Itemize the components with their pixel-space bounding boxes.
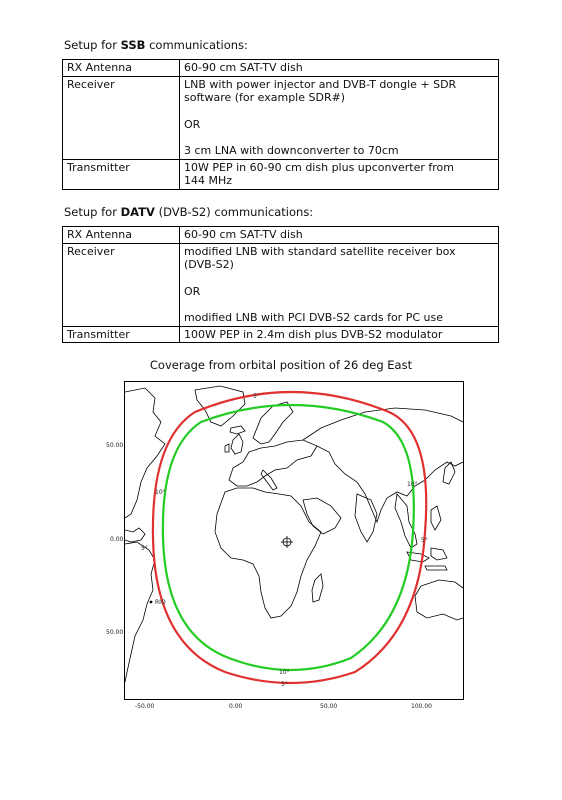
arabia-outline	[303, 498, 341, 534]
ssb-heading-pre: Setup for	[64, 38, 121, 52]
cell-line: modified LNB with PCI DVB-S2 cards for PC use	[184, 311, 443, 324]
cell-line: OR	[184, 284, 201, 298]
cell-line: 144 MHz	[184, 174, 233, 187]
contour-label-outer: 5°	[253, 393, 260, 400]
cell-line: (DVB-S2)	[184, 258, 234, 271]
table-row	[63, 159, 499, 189]
ssb-table	[62, 59, 499, 190]
ssb-row-key: Transmitter	[63, 159, 180, 189]
australia-outline	[415, 580, 463, 620]
coverage-map-svg	[125, 382, 463, 699]
datv-table	[62, 226, 499, 343]
table-row	[63, 227, 499, 244]
datv-row-key: RX Antenna	[63, 227, 180, 244]
coverage-caption: Coverage from orbital position of 26 deg East	[149, 358, 413, 372]
cell-line: LNB with power injector and DVB-T dongle + SDR	[184, 77, 457, 91]
contour-label-inner: 10°	[279, 669, 290, 676]
table-row	[63, 60, 499, 77]
datv-row-value	[180, 326, 499, 343]
datv-heading-bold: DATV	[120, 205, 155, 219]
contour-label-inner: 10°	[155, 489, 166, 496]
contour-label-outer: 5°	[141, 545, 148, 552]
cell-line: 3 cm LNA with downconverter to 70cm	[184, 144, 399, 157]
datv-row-key: Transmitter	[63, 326, 180, 343]
cell-line: 60-90 cm SAT-TV dish	[184, 61, 303, 74]
scandinavia-outline	[253, 402, 293, 444]
datv-heading-post: (DVB-S2) communications:	[154, 205, 314, 219]
ssb-heading-bold: SSB	[120, 38, 146, 52]
caribbean-outline	[125, 528, 145, 542]
greenland-outline	[195, 386, 245, 426]
british-isles-outline	[225, 434, 243, 454]
contour-5deg	[153, 392, 426, 683]
madagascar-outline	[312, 574, 323, 602]
datv-heading-pre: Setup for	[64, 205, 121, 219]
ssb-row-value	[180, 76, 499, 159]
rio-label: RIO	[155, 599, 166, 606]
datv-row-key: Receiver	[63, 243, 180, 326]
contour-label-outer: 5°	[281, 681, 288, 688]
cell-line: 100W PEP in 2.4m dish plus DVB-S2 modulator	[184, 327, 443, 341]
cell-line: software (for example SDR#)	[184, 91, 346, 104]
ssb-heading-post: communications:	[145, 38, 248, 52]
contour-10deg	[163, 405, 414, 670]
north-america-outline	[125, 388, 165, 518]
ssb-row-key: Receiver	[63, 76, 180, 159]
datv-heading	[64, 205, 313, 219]
india-outline	[355, 494, 377, 542]
satellite-position-icon	[281, 536, 293, 548]
contour-label-inner: 10°	[407, 481, 418, 488]
cell-line: 60-90 cm SAT-TV dish	[184, 228, 303, 241]
datv-row-value	[180, 243, 499, 326]
italy-outline	[261, 470, 277, 490]
x-tick-label: 0.00	[229, 703, 243, 710]
ssb-row-key: RX Antenna	[63, 60, 180, 77]
table-row	[63, 326, 499, 343]
x-tick-label: -50.00	[135, 703, 155, 710]
datv-row-value	[180, 227, 499, 244]
y-tick-label: 50.00	[106, 442, 124, 449]
cell-line: modified LNB with standard satellite receiver box	[184, 244, 456, 258]
contour-label-outer: 5°	[421, 537, 428, 544]
south-america-outline	[125, 542, 155, 682]
ssb-row-value	[180, 159, 499, 189]
rio-marker	[150, 601, 153, 604]
indonesia-outline	[407, 548, 447, 570]
x-tick-label: 50.00	[320, 703, 338, 710]
coverage-map	[124, 381, 464, 700]
ssb-row-value	[180, 60, 499, 77]
y-tick-label: 0.00	[110, 536, 124, 543]
philippines-outline	[431, 506, 441, 530]
table-row	[63, 243, 499, 326]
cell-line: 10W PEP in 60-90 cm dish plus upconverter from	[184, 160, 455, 174]
cell-line: OR	[184, 117, 201, 131]
iceland-outline	[230, 426, 245, 434]
y-tick-label: 50.00	[106, 629, 124, 636]
x-tick-label: 100.00	[411, 703, 432, 710]
asia-outline	[303, 408, 463, 522]
ssb-heading	[64, 38, 248, 52]
table-row	[63, 76, 499, 159]
